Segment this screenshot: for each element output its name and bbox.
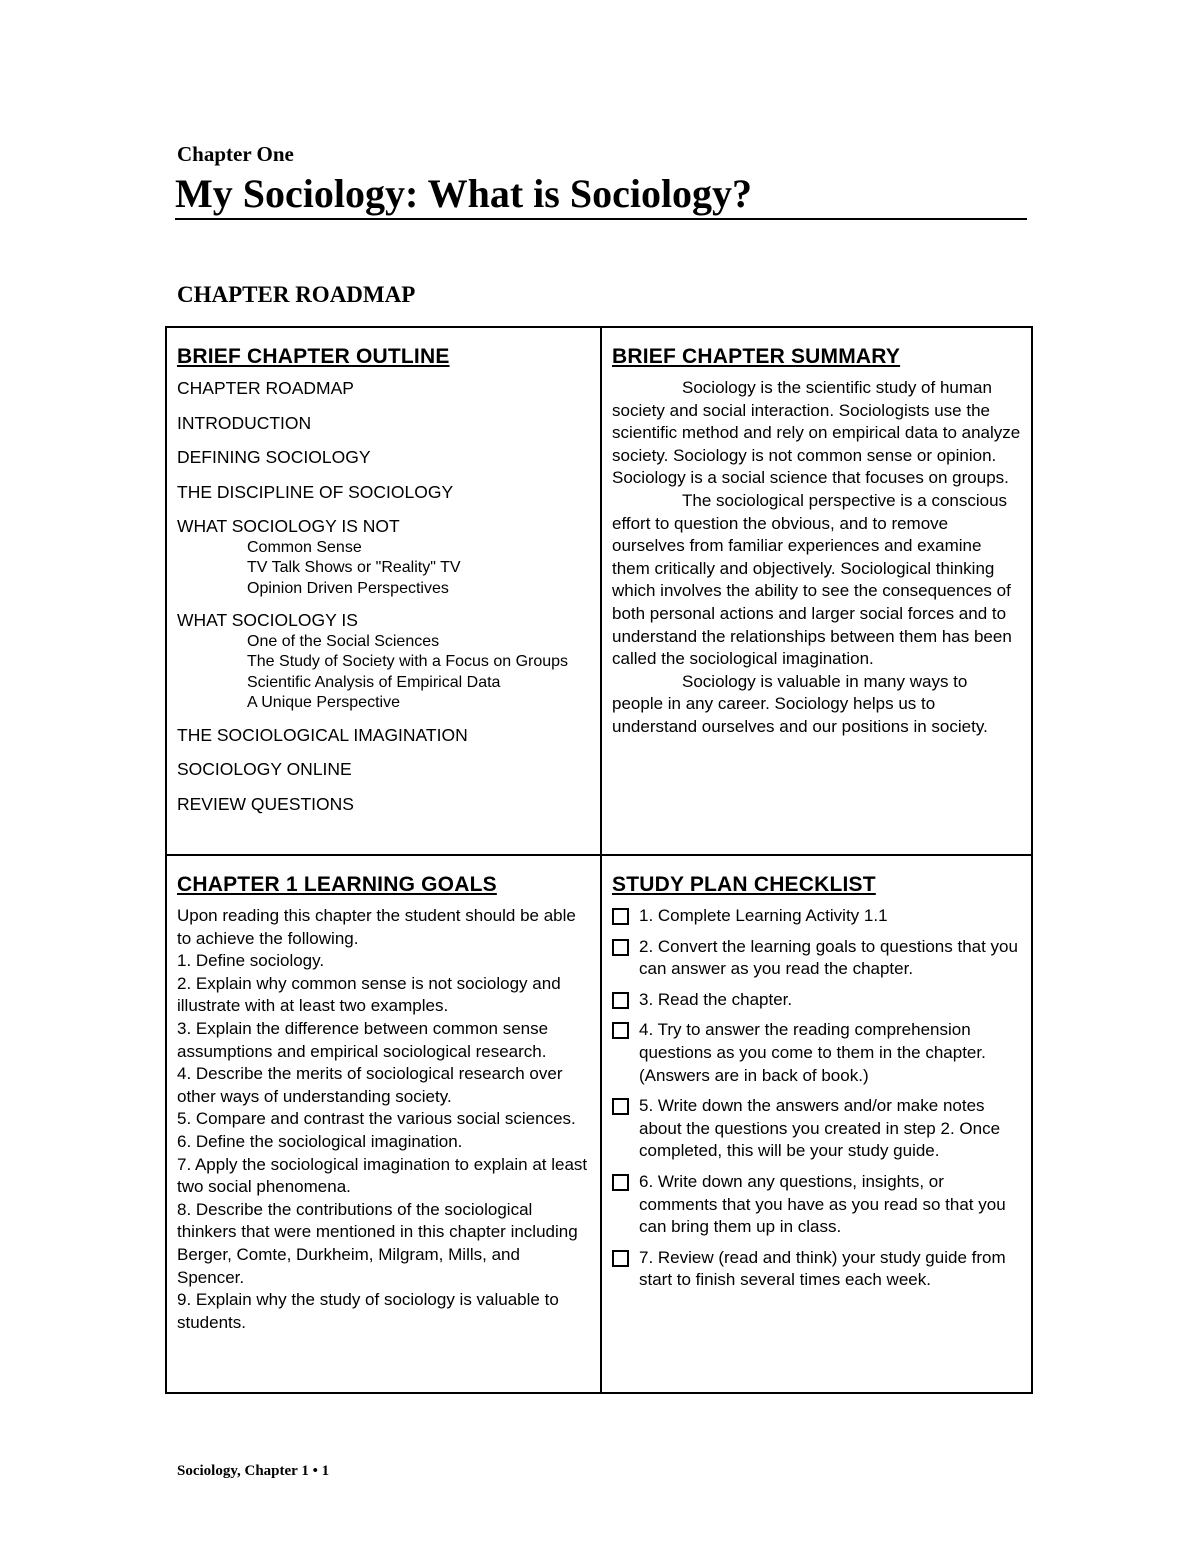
checkbox-icon	[612, 1098, 629, 1115]
checklist-item-text: 2. Convert the learning goals to questions that you can answer as you read the chapter.	[639, 936, 1018, 979]
checklist-item	[612, 905, 1023, 928]
roadmap-table	[165, 326, 1033, 1394]
outline-subitem: TV Talk Shows or "Reality" TV	[247, 559, 461, 576]
outline-item: DEFINING SOCIOLOGY	[177, 447, 371, 467]
checkbox-icon	[612, 1174, 629, 1191]
goal-item: 1. Define sociology.	[177, 951, 325, 971]
goal-item: 6. Define the sociological imagination.	[177, 1131, 463, 1151]
outline-item: REVIEW QUESTIONS	[177, 793, 354, 814]
outline-subitem: A Unique Perspective	[247, 694, 400, 711]
goal-item: 3. Explain the difference between common sense assumptions and empirical sociological research.	[177, 1018, 549, 1061]
outline-item: THE SOCIOLOGICAL IMAGINATION	[177, 724, 468, 745]
checkbox-icon	[612, 1250, 629, 1267]
goal-item: 9. Explain why the study of sociology is valuable to students.	[177, 1290, 559, 1332]
outline-item: SOCIOLOGY ONLINE	[177, 759, 352, 779]
checklist-item	[612, 1095, 1023, 1163]
goals-cell	[167, 856, 600, 1394]
chapter-title: My Sociology: What is Sociology?	[175, 170, 1027, 220]
outline-cell	[167, 328, 600, 854]
roadmap-heading: CHAPTER ROADMAP	[177, 282, 416, 307]
checklist-item-text: 4. Try to answer the reading comprehension questions as you come to them in the chapter. (Answers are in back of book.)	[639, 1020, 986, 1085]
checklist-item-text: 7. Review (read and think) your study guide from start to finish several times each week.	[639, 1247, 1006, 1290]
checklist-cell	[602, 856, 1033, 1394]
checklist-item	[612, 936, 1023, 981]
outline-subitem: Common Sense	[247, 538, 362, 556]
goals-heading: CHAPTER 1 LEARNING GOALS	[177, 873, 497, 896]
checklist-item	[612, 1247, 1023, 1292]
summary-paragraph: The sociological perspective is a conscious effort to question the obvious, and to remove ourselves from familiar experiences and examine them critically and objectively. Sociological thinking which involves the ability to see the consequences of both personal actions and larger social forces and to understand the relationships between them has been called the sociological imagination.	[612, 490, 1012, 669]
checklist-item	[612, 1171, 1023, 1239]
outline-list	[177, 377, 590, 815]
checklist-item	[612, 1019, 1023, 1087]
goals-body	[177, 905, 590, 1334]
summary-paragraph: Sociology is the scientific study of human society and social interaction. Sociologists use the scientific method and rely on empirical data to analyze society. Sociology is not common sense or opinion. Sociology is a social science that focuses on groups.	[612, 378, 1021, 488]
summary-body	[612, 377, 1023, 739]
checklist-item-text: 6. Write down any questions, insights, or comments that you have as you read so that you can bring them up in class.	[639, 1171, 1006, 1237]
checkbox-icon	[612, 908, 629, 925]
outline-item: WHAT SOCIOLOGY IS NOT	[177, 516, 400, 536]
checklist-list	[612, 905, 1023, 1292]
checklist-item-text: 3. Read the chapter.	[639, 989, 793, 1009]
outline-subitem: Opinion Driven Perspectives	[247, 579, 449, 597]
goal-item: 8. Describe the contributions of the sociological thinkers that were mentioned in this chapter including Berger, Comte, Durkheim, Milgram, Mills, and Spencer.	[177, 1199, 578, 1287]
goal-item: 7. Apply the sociological imagination to explain at least two social phenomena.	[177, 1154, 588, 1197]
goals-intro: Upon reading this chapter the student should be able to achieve the following.	[177, 906, 576, 948]
goals-list	[177, 950, 590, 1334]
outline-item: INTRODUCTION	[177, 412, 312, 433]
goal-item: 4. Describe the merits of sociological research over other ways of understanding society.	[177, 1064, 563, 1106]
page-footer: Sociology, Chapter 1 • 1	[177, 1463, 330, 1479]
checkbox-icon	[612, 939, 629, 956]
outline-subitem: One of the Social Sciences	[247, 632, 440, 650]
chapter-label: Chapter One	[177, 142, 294, 166]
checklist-item-text: 5. Write down the answers and/or make notes about the questions you created in step 2. Once completed, this will be your study guide.	[639, 1096, 1001, 1161]
outline-item: CHAPTER ROADMAP	[177, 378, 354, 398]
checkbox-icon	[612, 1022, 629, 1039]
outline-subitem-group	[177, 632, 590, 714]
outline-heading: BRIEF CHAPTER OUTLINE	[177, 345, 450, 368]
outline-item: THE DISCIPLINE OF SOCIOLOGY	[177, 481, 454, 502]
checklist-item-text: 1. Complete Learning Activity 1.1	[639, 906, 888, 925]
summary-heading: BRIEF CHAPTER SUMMARY	[612, 345, 901, 368]
summary-cell	[602, 328, 1033, 854]
checklist-heading: STUDY PLAN CHECKLIST	[612, 873, 876, 896]
summary-paragraph: Sociology is valuable in many ways to people in any career. Sociology helps us to understand ourselves and our positions in society.	[612, 671, 988, 736]
outline-item: WHAT SOCIOLOGY IS	[177, 610, 358, 630]
checklist-item	[612, 989, 1023, 1012]
outline-subitem: The Study of Society with a Focus on Groups	[247, 653, 569, 670]
outline-subitem: Scientific Analysis of Empirical Data	[247, 673, 501, 691]
goal-item: 5. Compare and contrast the various social sciences.	[177, 1109, 576, 1129]
goal-item: 2. Explain why common sense is not sociology and illustrate with at least two examples.	[177, 973, 561, 1016]
outline-subitem-group	[177, 538, 590, 600]
checkbox-icon	[612, 992, 629, 1009]
